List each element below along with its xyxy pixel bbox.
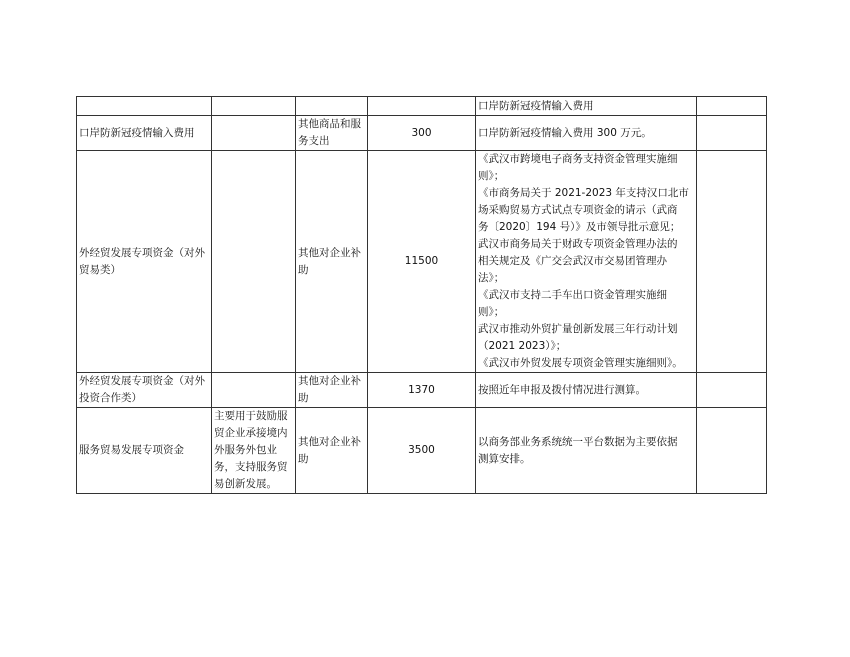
budget-table [76,96,767,494]
basis-cell [476,151,697,373]
purpose-cell [212,97,296,116]
expense-type-cell [296,97,368,116]
basis-line: 测算安排。 [478,452,531,465]
basis-line: 务〔2020〕194 号）》及市领导批示意见； [478,221,681,233]
note-cell [697,373,767,408]
project-name-cell: 外经贸发展专项资金（对外贸易类） [77,151,212,373]
basis-line: 则》； [478,170,505,182]
table-row [77,151,767,373]
basis-line: 口岸防新冠疫情输入费用 [478,99,594,112]
table-row [77,97,767,116]
expense-type-cell: 其他商品和服务支出 [296,116,368,151]
basis-line: 《武汉市支持二手车出口资金管理实施细 [478,289,667,301]
table-row [77,116,767,151]
basis-line: 按照近年申报及拨付情况进行测算。 [478,383,646,396]
amount-cell: 300 [368,116,476,151]
expense-type-cell: 其他对企业补助 [296,373,368,408]
basis-line: 《武汉市外贸发展专项资金管理实施细则》。 [478,357,683,369]
project-name-cell [77,97,212,116]
basis-line: 武汉市商务局关于财政专项资金管理办法的 [478,238,678,250]
note-cell [697,97,767,116]
basis-line: 法》； [478,272,505,284]
amount-cell: 1370 [368,373,476,408]
basis-line: （2021 2023）》； [478,340,567,352]
basis-line: 相关规定及《广交会武汉市交易团管理办 [478,255,667,267]
table-row [77,408,767,494]
amount-cell [368,97,476,116]
table-row [77,373,767,408]
basis-cell [476,408,697,494]
note-cell [697,408,767,494]
project-name-cell: 服务贸易发展专项资金 [77,408,212,494]
note-cell [697,116,767,151]
amount-cell: 11500 [368,151,476,373]
purpose-cell [212,373,296,408]
amount-cell: 3500 [368,408,476,494]
basis-line: 口岸防新冠疫情输入费用 300 万元。 [478,126,652,139]
basis-cell [476,116,697,151]
note-cell [697,151,767,373]
basis-line: 武汉市推动外贸扩量创新发展三年行动计划 [478,323,678,335]
expense-type-cell: 其他对企业补助 [296,408,368,494]
basis-cell [476,373,697,408]
project-name-cell: 外经贸发展专项资金（对外投资合作类） [77,373,212,408]
purpose-cell [212,116,296,151]
project-name-cell: 口岸防新冠疫情输入费用 [77,116,212,151]
purpose-cell [212,151,296,373]
basis-line: 则》； [478,306,505,318]
expense-type-cell: 其他对企业补助 [296,151,368,373]
purpose-cell: 主要用于鼓励服贸企业承接境内外服务外包业务，支持服务贸易创新发展。 [212,408,296,494]
basis-line: 《武汉市跨境电子商务支持资金管理实施细 [478,153,678,165]
basis-line: 场采购贸易方式试点专项资金的请示（武商 [478,204,678,216]
basis-cell [476,97,697,116]
basis-line: 以商务部业务系统统一平台数据为主要依据 [478,435,678,448]
basis-line: 《市商务局关于 2021-2023 年支持汉口北市 [478,187,689,199]
